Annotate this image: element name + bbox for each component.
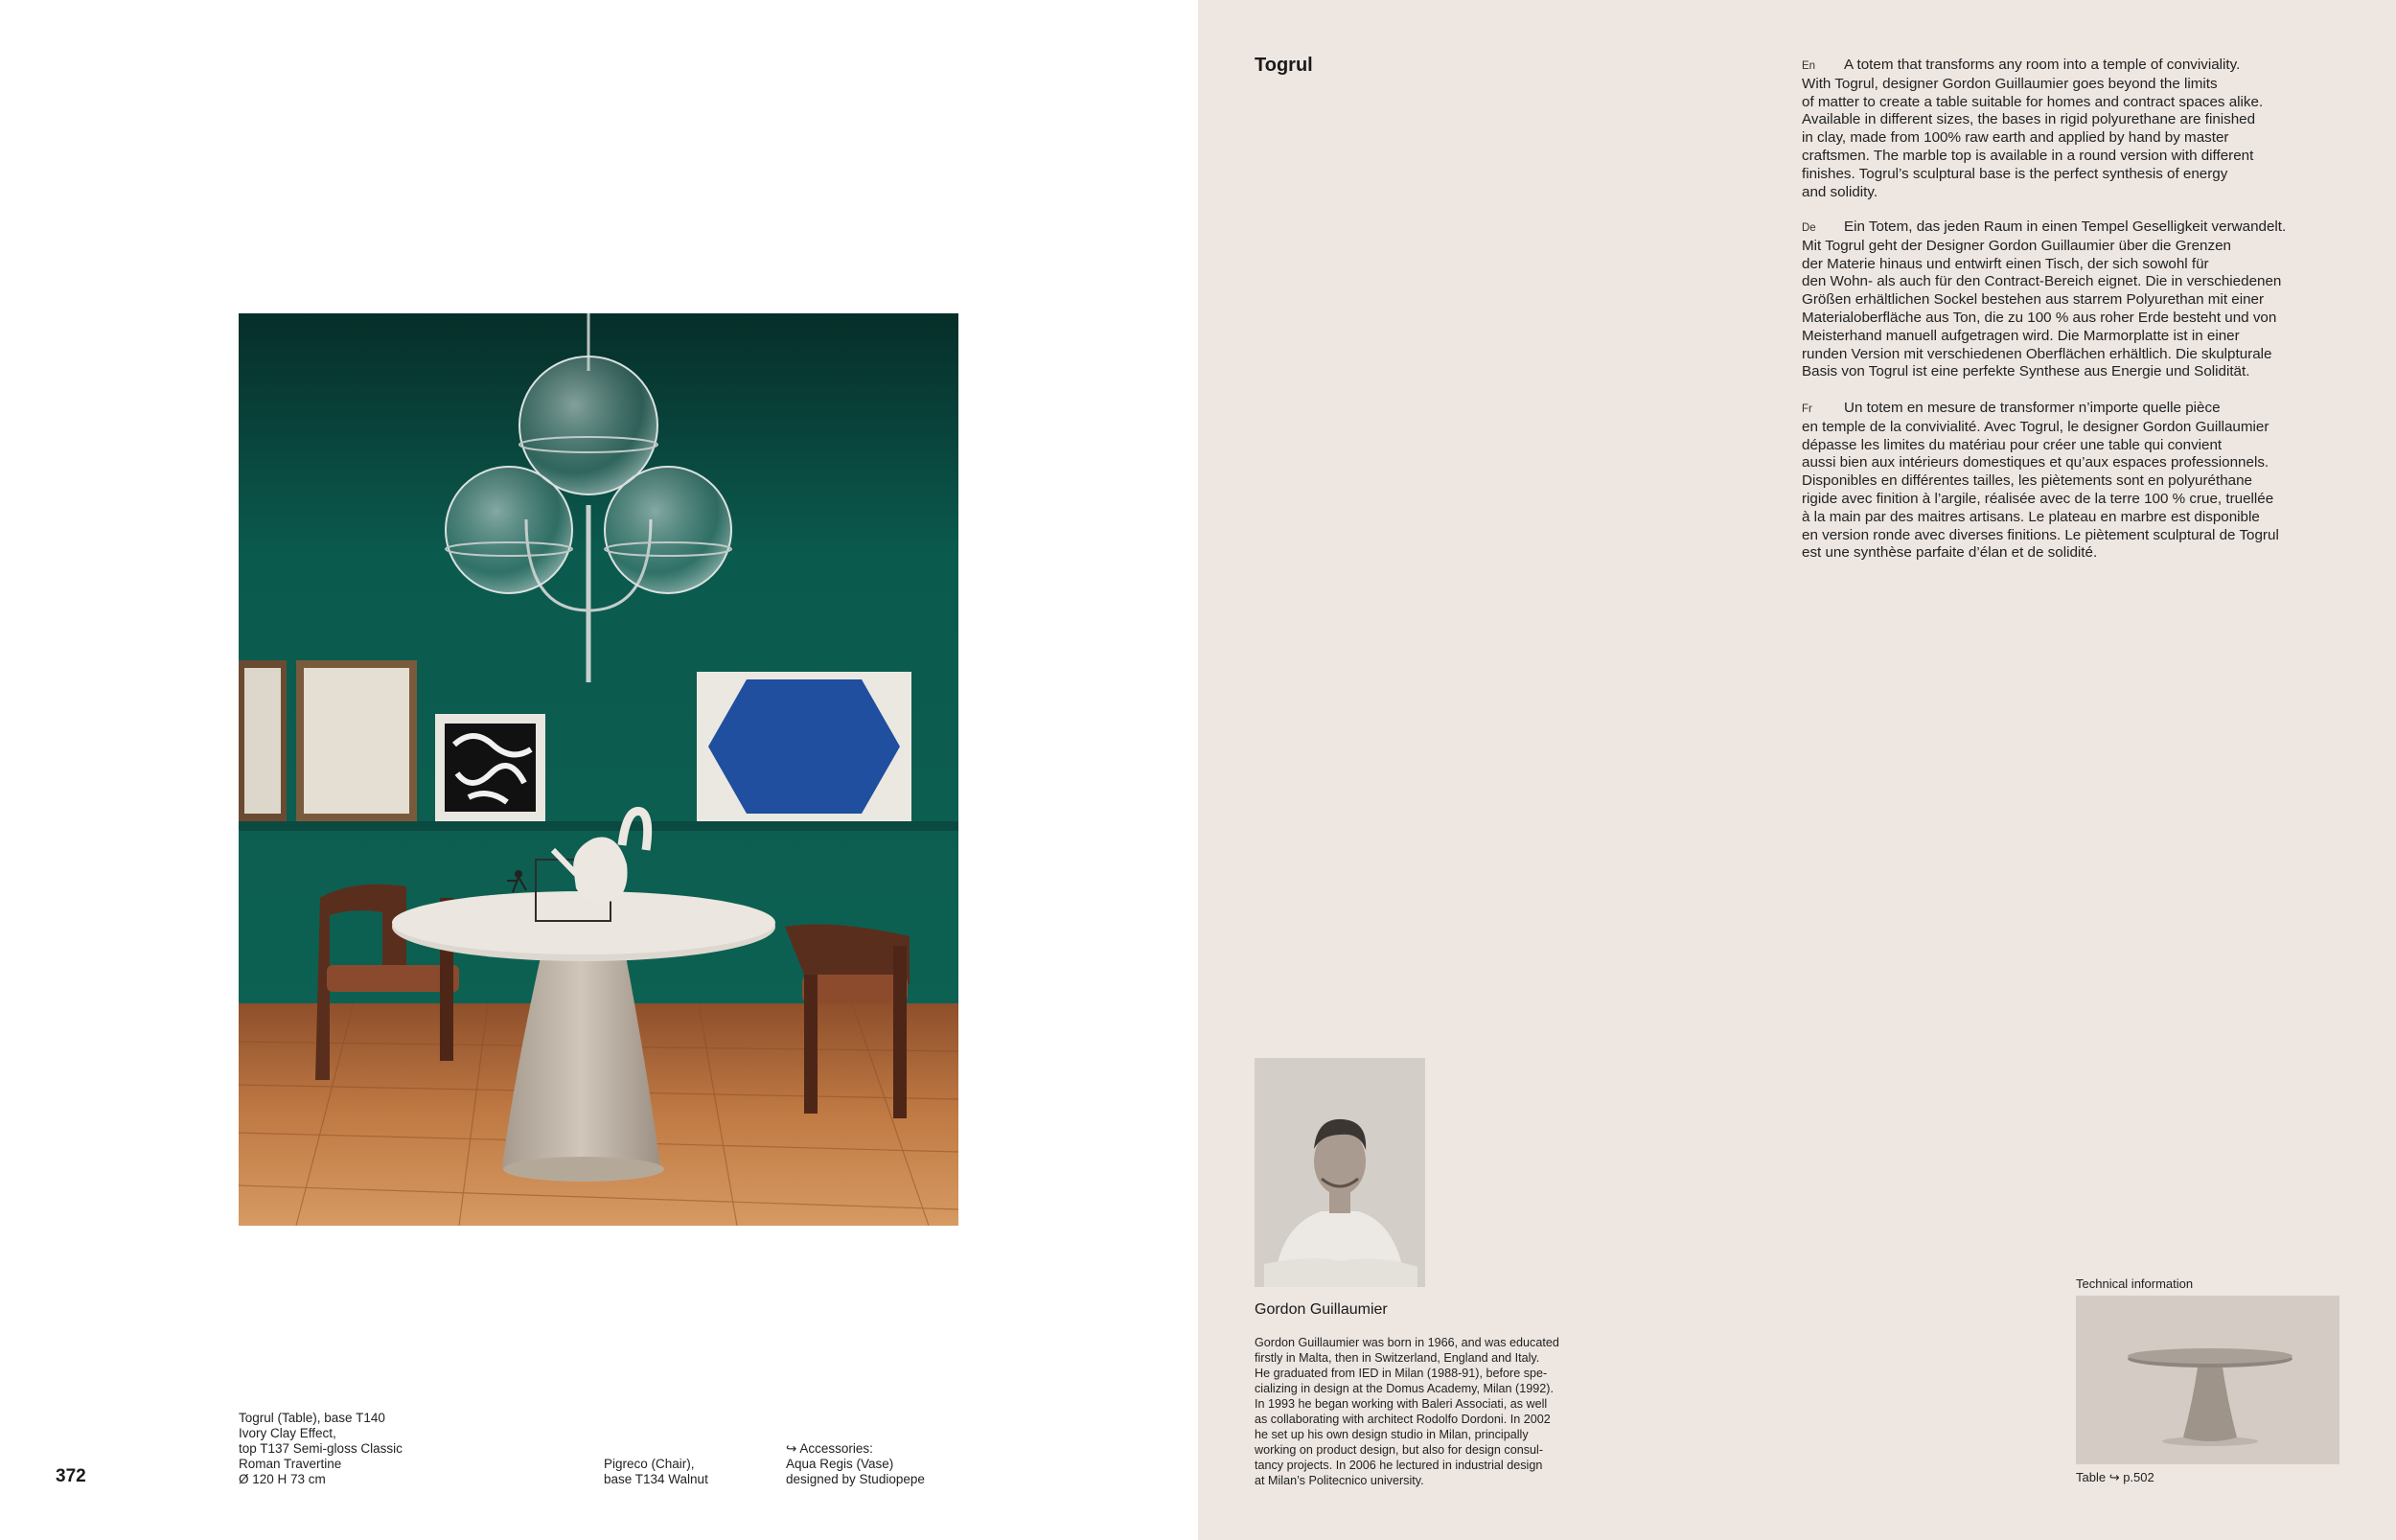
caption-line: Aqua Regis (Vase) [786,1457,894,1471]
caption-line: Roman Travertine [239,1457,342,1471]
bio-line: tancy projects. In 2006 he lectured in industrial design [1255,1459,1543,1472]
description-line: en version ronde avec diverses finitions. Le piètement sculptural de Togrul [1802,526,2279,543]
wall-shelf [239,821,958,831]
language-tag: En [1802,60,1816,72]
description-line: in clay, made from 100% raw earth and applied by hand by master [1802,129,2229,147]
caption-line: Ivory Clay Effect, [239,1426,336,1440]
bio-line: firstly in Malta, then in Switzerland, England and Italy. [1255,1351,1540,1365]
description-line: craftsmen. The marble top is available in a round version with different [1802,147,2254,164]
caption-accessories [786,1441,925,1487]
description-line: den Wohn- als auch für den Contract-Bereich eignet. Die in verschiedenen [1802,273,2282,290]
description-line: of matter to create a table suitable for homes and contract spaces alike. [1802,93,2264,110]
description-text: A totem that transforms any room into a temple of conviviality. [1844,57,2241,73]
designer-biography [1255,1335,1559,1488]
description-line: à la main par des maitres artisans. Le plateau en marbre est disponible [1802,508,2260,525]
caption-line: Pigreco (Chair), [604,1457,695,1471]
caption-line: ↪ Accessories: [786,1441,873,1456]
description-line: and solidity. [1802,183,1878,200]
description-line: With Togrul, designer Gordon Guillaumier goes beyond the limits [1802,75,2218,92]
description-line: est une synthèse parfaite d’élan et de solidité. [1802,544,2098,562]
description-line: aussi bien aux intérieurs domestiques et qu’aux espaces professionnels. [1802,454,2269,471]
description-line: finishes. Togrul’s sculptural base is the perfect synthesis of energy [1802,165,2228,182]
caption-line: base T134 Walnut [604,1472,708,1486]
description-line [1802,218,2377,238]
description-english [1802,57,2377,201]
bio-line: cializing in design at the Domus Academy, Milan (1992). [1255,1382,1554,1395]
description-line: Materialoberfläche aus Ton, die zu 100 % aus roher Erde besteht und von [1802,309,2277,326]
description-text: Un totem en mesure de transformer n’importe quelle pièce [1844,400,2221,416]
bio-line: In 1993 he began working with Baleri Associati, as well [1255,1397,1548,1411]
caption-chair-specs [604,1457,708,1487]
room-scene-photo [239,313,958,1226]
caption-table-specs [239,1411,403,1487]
description-line: Mit Togrul geht der Designer Gordon Guillaumier über die Grenzen [1802,237,2231,254]
description-line: Disponibles en différentes tailles, les piètements sont en polyuréthane [1802,472,2252,490]
description-line: dépasse les limites du matériau pour créer une table qui convient [1802,436,2223,453]
bio-line: as collaborating with architect Rodolfo Dordoni. In 2002 [1255,1413,1551,1426]
technical-information-label: Technical information [2076,1276,2194,1291]
technical-table-render [2076,1296,2339,1464]
designer-name: Gordon Guillaumier [1255,1301,1388,1318]
description-german [1802,218,2377,381]
product-title: Togrul [1255,55,1313,76]
page-number: 372 [56,1466,86,1486]
bio-line: He graduated from IED in Milan (1988-91), before spe- [1255,1367,1548,1380]
caption-line: Togrul (Table), base T140 [239,1411,385,1425]
bio-line: he set up his own design studio in Milan, principally [1255,1428,1529,1441]
description-line [1802,57,2377,76]
description-line: Available in different sizes, the bases in rigid polyurethane are finished [1802,111,2256,128]
description-text: Ein Totem, das jeden Raum in einen Tempel Geselligkeit verwandelt. [1844,218,2287,235]
description-line: Größen erhältlichen Sockel bestehen aus starrem Polyurethan mit einer [1802,291,2265,309]
description-line: runden Version mit verschiedenen Oberflächen erhältlich. Die skulpturale [1802,345,2272,362]
description-line: der Materie hinaus und entwirft einen Tisch, der sich sowohl für [1802,255,2209,272]
caption-line: Ø 120 H 73 cm [239,1472,326,1486]
bio-line: Gordon Guillaumier was born in 1966, and was educated [1255,1336,1559,1349]
technical-page-link[interactable]: Table ↪ p.502 [2076,1470,2154,1484]
description-line: Meisterhand manuell aufgetragen wird. Die Marmorplatte ist in einer [1802,327,2240,344]
description-french [1802,400,2377,563]
language-tag: De [1802,222,1816,234]
description-line: en temple de la convivialité. Avec Togrul, le designer Gordon Guillaumier [1802,418,2269,435]
description-line: rigide avec finition à l’argile, réalisée avec de la terre 100 % crue, truellée [1802,490,2274,507]
caption-line: designed by Studiopepe [786,1472,925,1486]
bio-line: at Milan’s Politecnico university. [1255,1474,1424,1487]
language-tag: Fr [1802,403,1812,415]
designer-portrait-photo [1255,1058,1425,1287]
bio-line: working on product design, but also for design consul- [1255,1443,1544,1457]
description-line: Basis von Togrul ist eine perfekte Synthese aus Energie und Solidität. [1802,363,2250,380]
description-line [1802,400,2377,419]
caption-line: top T137 Semi-gloss Classic [239,1441,403,1456]
